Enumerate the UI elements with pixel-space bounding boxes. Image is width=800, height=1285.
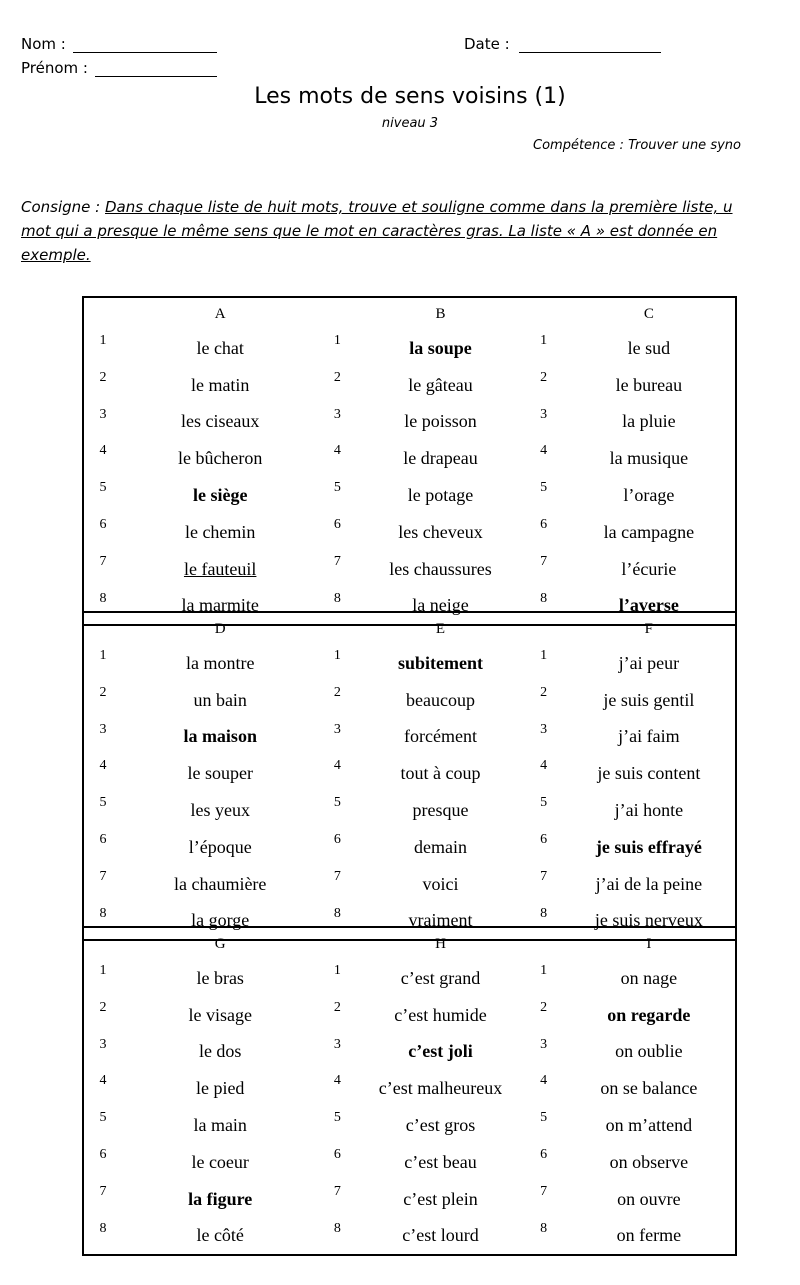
row-number: 7 <box>99 1183 107 1199</box>
word-item[interactable]: on observe <box>609 1151 689 1172</box>
word-item[interactable]: l’orage <box>623 485 675 506</box>
row-number: 1 <box>540 648 548 663</box>
word-item[interactable]: la neige <box>412 595 469 616</box>
consigne-text-1: Dans chaque liste de huit mots, trouve et souligne comme dans la première liste, u <box>105 198 733 216</box>
word-item[interactable]: le visage <box>188 1004 252 1025</box>
row-number: 4 <box>99 443 107 459</box>
word-cell <box>563 829 735 866</box>
word-cell <box>356 1181 524 1218</box>
word-item[interactable]: la montre <box>185 652 255 673</box>
word-item[interactable]: c’est grand <box>400 967 481 988</box>
row-number: 6 <box>540 1146 548 1162</box>
word-cell <box>122 792 318 829</box>
word-cell <box>122 440 318 477</box>
word-cell <box>563 477 735 514</box>
header-spacer <box>318 613 356 645</box>
word-cell <box>122 829 318 866</box>
row-number: 8 <box>99 1220 107 1236</box>
row-number: 3 <box>99 406 107 422</box>
row-number: 5 <box>540 480 548 496</box>
word-cell <box>356 1107 524 1144</box>
row-number: 6 <box>333 516 341 532</box>
word-item[interactable]: subitement <box>398 652 484 673</box>
word-item[interactable]: demain <box>414 836 467 857</box>
header-spacer <box>525 613 563 645</box>
word-cell <box>122 1107 318 1144</box>
row-number: 3 <box>99 1036 107 1052</box>
nom-label: Nom : <box>21 35 66 53</box>
table-row <box>84 682 735 719</box>
table-row <box>84 330 735 367</box>
word-item[interactable]: j’ai faim <box>618 726 680 747</box>
table-header-row <box>84 298 735 330</box>
list-header: G <box>214 935 226 952</box>
word-cell <box>356 997 524 1034</box>
row-number: 6 <box>333 831 341 847</box>
word-item[interactable]: on regarde <box>607 1004 691 1025</box>
row-number: 1 <box>333 648 341 663</box>
word-item[interactable]: le potage <box>407 485 474 506</box>
table-row <box>84 719 735 756</box>
word-item[interactable]: le dos <box>198 1041 242 1062</box>
word-item[interactable]: la pluie <box>622 411 676 432</box>
word-cell <box>356 404 524 441</box>
word-item[interactable]: les chaussures <box>389 558 492 579</box>
word-item[interactable]: c’est gros <box>405 1115 476 1136</box>
row-number: 7 <box>540 868 548 884</box>
word-cell <box>356 645 524 682</box>
list-header: C <box>643 305 654 322</box>
word-item[interactable]: le coeur <box>191 1151 249 1172</box>
word-item[interactable]: on ferme <box>616 1225 682 1246</box>
word-cell <box>356 829 524 866</box>
header-spacer <box>525 298 563 330</box>
word-item[interactable]: j’ai peur <box>618 652 680 673</box>
date-label: Date : <box>464 35 510 53</box>
word-cell <box>122 1218 318 1255</box>
row-number: 1 <box>99 963 107 978</box>
page-title: Les mots de sens voisins (1) <box>254 84 566 109</box>
word-item[interactable]: beaucoup <box>406 689 475 710</box>
header-spacer <box>84 613 122 645</box>
row-number: 1 <box>540 963 548 978</box>
row-number: 4 <box>540 1073 548 1089</box>
word-cell <box>563 755 735 792</box>
word-item[interactable]: forcément <box>404 726 477 747</box>
table-row <box>84 960 735 997</box>
word-item[interactable]: le sud <box>627 337 671 358</box>
header-spacer <box>318 298 356 330</box>
word-item[interactable]: c’est joli <box>408 1041 473 1062</box>
word-item[interactable]: les yeux <box>190 800 250 821</box>
word-block-1 <box>82 296 737 626</box>
word-cell <box>563 1034 735 1071</box>
word-cell <box>563 866 735 903</box>
row-number: 4 <box>540 443 548 459</box>
word-item[interactable]: je suis nerveux <box>594 910 703 931</box>
word-cell <box>563 1181 735 1218</box>
row-number: 8 <box>99 905 107 921</box>
list-header: B <box>435 305 446 322</box>
word-item[interactable]: on oublie <box>615 1041 683 1062</box>
word-item[interactable]: c’est plein <box>403 1188 478 1209</box>
row-number: 3 <box>540 721 548 737</box>
row-number: 4 <box>333 443 341 459</box>
word-cell <box>122 755 318 792</box>
word-item[interactable]: l’écurie <box>621 558 677 579</box>
row-number: 5 <box>99 480 107 496</box>
prenom-field[interactable] <box>95 76 217 77</box>
word-cell <box>122 866 318 903</box>
list-header: D <box>214 620 226 637</box>
consigne <box>21 195 763 271</box>
word-cell <box>122 1070 318 1107</box>
word-cell <box>122 514 318 551</box>
word-cell <box>356 1144 524 1181</box>
row-number: 3 <box>333 721 341 737</box>
word-item[interactable]: la maison <box>183 726 257 747</box>
row-number: 2 <box>99 999 107 1015</box>
row-number: 3 <box>99 721 107 737</box>
word-item[interactable]: le bureau <box>615 374 683 395</box>
word-cell <box>122 719 318 756</box>
row-number: 8 <box>540 905 548 921</box>
row-number: 7 <box>333 1183 341 1199</box>
row-number: 4 <box>99 1073 107 1089</box>
word-cell <box>563 551 735 588</box>
table-row <box>84 792 735 829</box>
row-number: 1 <box>333 963 341 978</box>
word-cell <box>356 551 524 588</box>
word-item[interactable]: la main <box>193 1115 247 1136</box>
word-item[interactable]: le chat <box>196 337 244 358</box>
word-item[interactable]: j’ai honte <box>614 800 684 821</box>
row-number: 7 <box>333 868 341 884</box>
competence-label: Compétence : Trouver une syno <box>533 138 741 153</box>
word-item[interactable]: j’ai de la peine <box>595 873 703 894</box>
row-number: 5 <box>540 1110 548 1126</box>
word-cell <box>563 719 735 756</box>
word-cell <box>356 1034 524 1071</box>
word-cell <box>122 1181 318 1218</box>
row-number: 2 <box>333 999 341 1015</box>
word-item[interactable]: la musique <box>609 448 689 469</box>
row-number: 4 <box>99 758 107 774</box>
word-item[interactable]: le siège <box>192 485 248 506</box>
word-cell <box>563 330 735 367</box>
row-number: 5 <box>333 1110 341 1126</box>
word-item[interactable]: l’époque <box>188 836 252 857</box>
row-number: 6 <box>540 831 548 847</box>
table-row <box>84 1034 735 1071</box>
word-item[interactable]: c’est malheureux <box>378 1078 503 1099</box>
consigne-line-3: exemple. <box>21 246 91 264</box>
word-item[interactable]: les cheveux <box>398 521 483 542</box>
word-block-3 <box>82 926 737 1256</box>
row-number: 6 <box>333 1146 341 1162</box>
row-number: 3 <box>333 1036 341 1052</box>
row-number: 1 <box>99 333 107 348</box>
header-spacer <box>525 928 563 960</box>
word-cell <box>356 792 524 829</box>
word-cell <box>356 1070 524 1107</box>
word-cell <box>356 1218 524 1255</box>
word-cell <box>563 645 735 682</box>
list-header: F <box>644 620 654 637</box>
word-item[interactable]: la campagne <box>603 521 695 542</box>
table-row <box>84 404 735 441</box>
word-item[interactable]: les ciseaux <box>180 411 260 432</box>
table-row <box>84 551 735 588</box>
table-row <box>84 440 735 477</box>
row-number: 2 <box>99 684 107 700</box>
competence-wrapper <box>533 138 763 158</box>
row-number: 5 <box>99 795 107 811</box>
level-label: niveau 3 <box>381 116 439 131</box>
word-item[interactable]: on se balance <box>600 1078 698 1099</box>
word-item[interactable]: le fauteuil <box>183 558 257 579</box>
word-cell <box>563 1144 735 1181</box>
table-row <box>84 477 735 514</box>
word-cell <box>122 477 318 514</box>
word-item[interactable]: un bain <box>193 689 247 710</box>
word-item[interactable]: la chaumière <box>173 873 267 894</box>
row-number: 8 <box>99 590 107 606</box>
word-cell <box>563 404 735 441</box>
table-row <box>84 1070 735 1107</box>
row-number: 2 <box>333 369 341 385</box>
row-number: 2 <box>540 999 548 1015</box>
list-header: H <box>435 935 446 952</box>
row-number: 8 <box>540 590 548 606</box>
word-cell <box>563 1107 735 1144</box>
row-number: 8 <box>333 1220 341 1236</box>
word-cell <box>122 645 318 682</box>
row-number: 3 <box>333 406 341 422</box>
table-row <box>84 1218 735 1255</box>
table-row <box>84 866 735 903</box>
word-cell <box>356 477 524 514</box>
consigne-label: Consigne : <box>21 198 101 216</box>
row-number: 1 <box>540 333 548 348</box>
row-number: 1 <box>333 333 341 348</box>
table-row <box>84 1181 735 1218</box>
word-cell <box>122 367 318 404</box>
word-cell <box>563 1218 735 1255</box>
word-cell <box>563 682 735 719</box>
word-item[interactable]: le pied <box>195 1078 245 1099</box>
word-cell <box>356 330 524 367</box>
table-row <box>84 367 735 404</box>
word-item[interactable]: le gâteau <box>408 374 473 395</box>
word-item[interactable]: voici <box>422 873 459 894</box>
consigne-line-1 <box>21 195 763 219</box>
word-cell <box>563 960 735 997</box>
word-item[interactable]: vraiment <box>408 910 473 931</box>
table-row <box>84 755 735 792</box>
table-row <box>84 997 735 1034</box>
table-header-row <box>84 928 735 960</box>
row-number: 4 <box>540 758 548 774</box>
word-cell <box>122 330 318 367</box>
word-block-2 <box>82 611 737 941</box>
word-cell <box>563 514 735 551</box>
list-header: A <box>214 305 226 322</box>
row-number: 3 <box>540 1036 548 1052</box>
date-field[interactable] <box>519 52 661 53</box>
consigne-line-2: mot qui a presque le même sens que le mot en caractères gras. La liste « A » est donnée en <box>21 222 718 240</box>
table-row <box>84 645 735 682</box>
row-number: 2 <box>540 684 548 700</box>
word-cell <box>563 367 735 404</box>
row-number: 5 <box>99 1110 107 1126</box>
word-cell <box>563 997 735 1034</box>
word-table <box>84 928 735 1254</box>
row-number: 7 <box>333 553 341 569</box>
row-number: 1 <box>99 648 107 663</box>
row-number: 2 <box>540 369 548 385</box>
row-number: 8 <box>333 590 341 606</box>
word-item[interactable]: le bûcheron <box>177 448 263 469</box>
word-item[interactable]: le poisson <box>404 411 477 432</box>
word-cell <box>563 792 735 829</box>
word-item[interactable]: presque <box>412 800 469 821</box>
word-item[interactable]: c’est humide <box>394 1004 487 1025</box>
word-item[interactable]: je suis content <box>597 763 701 784</box>
row-number: 5 <box>333 795 341 811</box>
table-row <box>84 829 735 866</box>
list-header: I <box>646 935 652 952</box>
word-item[interactable]: c’est beau <box>404 1151 477 1172</box>
word-item[interactable]: l’averse <box>618 595 679 616</box>
nom-field[interactable] <box>73 52 217 53</box>
word-item[interactable]: je suis gentil <box>603 689 695 710</box>
table-row <box>84 1107 735 1144</box>
word-cell <box>122 682 318 719</box>
word-cell <box>356 682 524 719</box>
row-number: 4 <box>333 758 341 774</box>
word-item[interactable]: la figure <box>188 1188 253 1209</box>
word-item[interactable]: je suis effrayé <box>595 836 702 857</box>
row-number: 5 <box>540 795 548 811</box>
row-number: 6 <box>99 516 107 532</box>
row-number: 6 <box>540 516 548 532</box>
row-number: 6 <box>99 1146 107 1162</box>
prenom-label: Prénom : <box>21 59 88 77</box>
word-cell <box>122 997 318 1034</box>
word-cell <box>356 960 524 997</box>
word-item[interactable]: le matin <box>190 374 250 395</box>
header-spacer <box>84 298 122 330</box>
word-item[interactable]: le drapeau <box>403 448 478 469</box>
list-header: E <box>435 620 446 637</box>
row-number: 8 <box>333 905 341 921</box>
row-number: 6 <box>99 831 107 847</box>
word-item[interactable]: le bras <box>196 967 244 988</box>
word-item[interactable]: le souper <box>187 763 253 784</box>
word-item[interactable]: on nage <box>620 967 678 988</box>
word-cell <box>122 1034 318 1071</box>
row-number: 4 <box>333 1073 341 1089</box>
header-spacer <box>84 928 122 960</box>
word-item[interactable]: tout à coup <box>400 763 481 784</box>
word-cell <box>122 551 318 588</box>
word-item[interactable]: on m’attend <box>605 1115 693 1136</box>
row-number: 7 <box>540 553 548 569</box>
row-number: 7 <box>540 1183 548 1199</box>
row-number: 5 <box>333 480 341 496</box>
word-cell <box>122 960 318 997</box>
header-spacer <box>318 928 356 960</box>
word-cell <box>356 866 524 903</box>
word-item[interactable]: la soupe <box>409 337 472 358</box>
word-item[interactable]: la marmite <box>181 595 259 616</box>
word-item[interactable]: le côté <box>196 1225 244 1246</box>
word-cell <box>122 404 318 441</box>
row-number: 8 <box>540 1220 548 1236</box>
word-cell <box>122 1144 318 1181</box>
word-table <box>84 613 735 939</box>
word-item[interactable]: on ouvre <box>617 1188 681 1209</box>
word-cell <box>356 719 524 756</box>
row-number: 7 <box>99 553 107 569</box>
table-row <box>84 514 735 551</box>
word-table <box>84 298 735 624</box>
word-item[interactable]: la gorge <box>191 910 250 931</box>
word-cell <box>563 1070 735 1107</box>
row-number: 2 <box>99 369 107 385</box>
word-item[interactable]: c’est lourd <box>402 1225 479 1246</box>
row-number: 7 <box>99 868 107 884</box>
word-cell <box>356 440 524 477</box>
table-header-row <box>84 613 735 645</box>
word-item[interactable]: le chemin <box>184 521 256 542</box>
row-number: 2 <box>333 684 341 700</box>
word-cell <box>356 367 524 404</box>
word-cell <box>356 755 524 792</box>
table-row <box>84 1144 735 1181</box>
word-cell <box>356 514 524 551</box>
word-cell <box>563 440 735 477</box>
row-number: 3 <box>540 406 548 422</box>
